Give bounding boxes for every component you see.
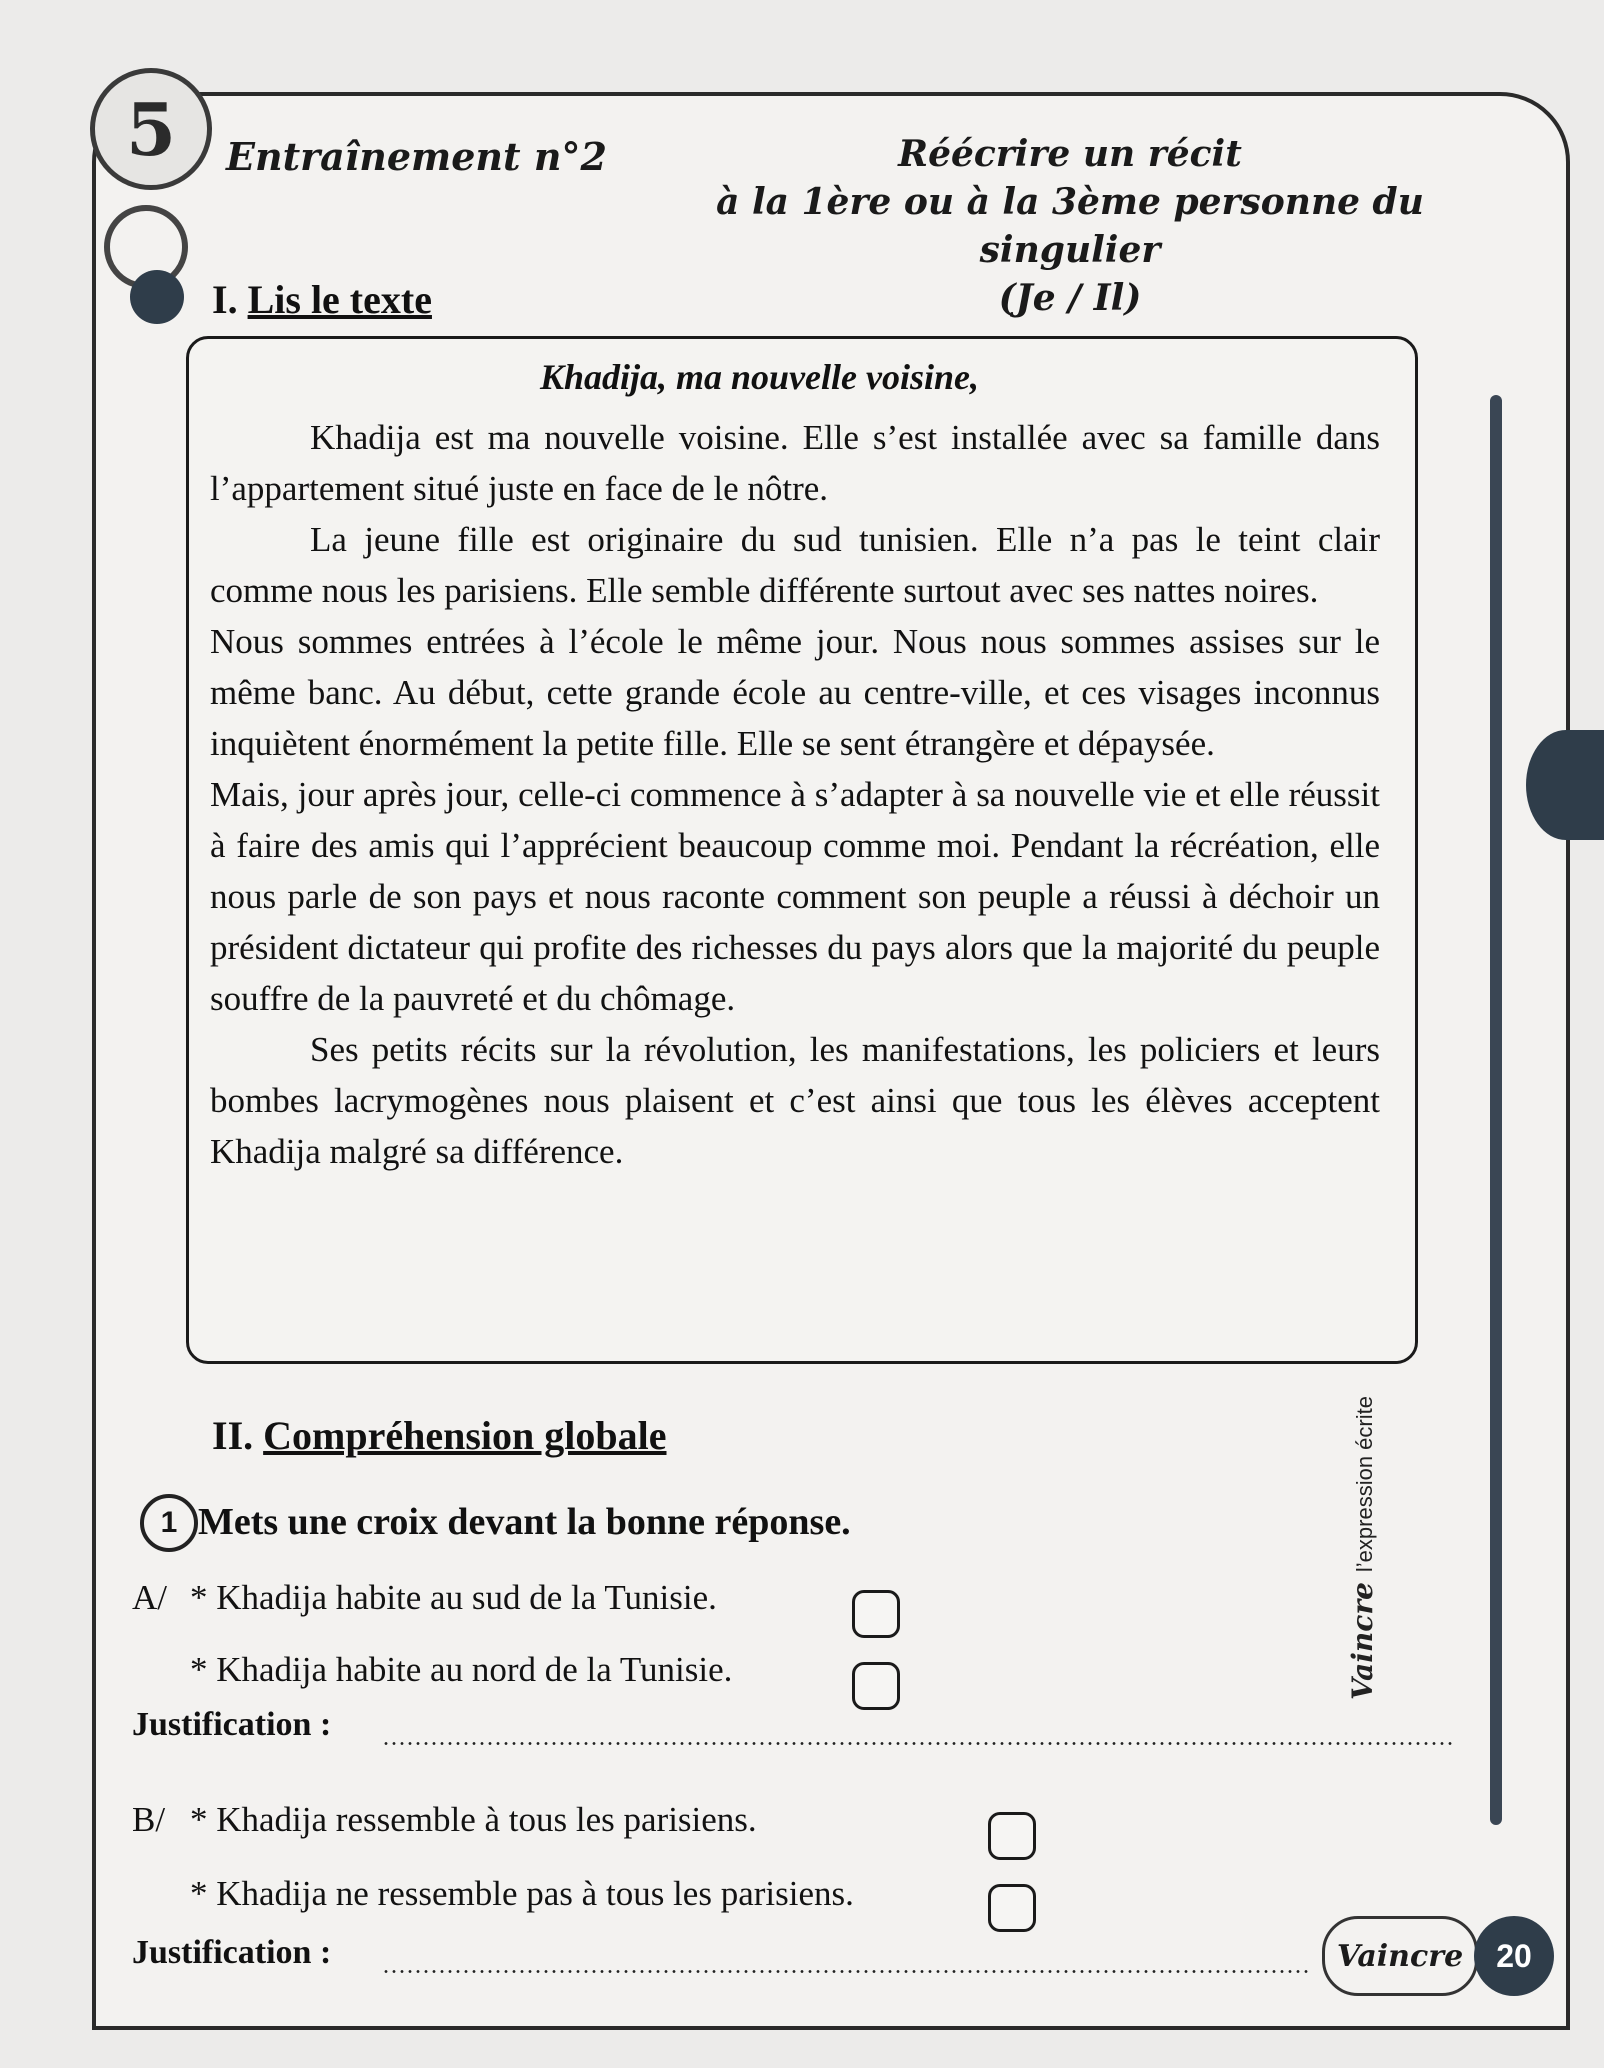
question-part-a-label: A/ [132, 1578, 167, 1617]
paragraph: Ses petits récits sur la révolution, les manifestations, les policiers et leurs bombes lacrymogènes nous plaisent et c’est ainsi que tous les élèves acceptent Khadija malgré sa différence. [210, 1030, 1380, 1171]
section-1-heading [212, 276, 432, 323]
exercise-subtitle [620, 130, 1520, 322]
paragraph: La jeune fille est originaire du sud tunisien. Elle n’a pas le teint clair comme nous les parisiens. Elle semble différente surtout avec ses nattes noires. [210, 520, 1380, 610]
side-tab-marker [1526, 730, 1604, 840]
subtitle-line-3: (Je / Il) [998, 277, 1142, 319]
side-rail [1490, 395, 1502, 1825]
justification-b-answer-line[interactable] [382, 1970, 1312, 1973]
option-a1-text: * Khadija habite au sud de la Tunisie. [190, 1578, 717, 1617]
option-a2-checkbox[interactable] [852, 1662, 900, 1710]
option-b1-text: * Khadija ressemble à tous les parisiens. [190, 1800, 757, 1839]
section-2-heading [212, 1412, 667, 1459]
paragraph: Nous sommes entrées à l’école le même jour. Nous nous sommes assises sur le même banc. Au début, cette grande école au centre-ville, et ces visages inconnus inquiètent énormément la petite fille. Elle se sent étrangère et dépaysée. [210, 622, 1380, 763]
page-number: 20 [1474, 1916, 1554, 1996]
option-a1-checkbox[interactable] [852, 1590, 900, 1638]
reading-text-body [210, 412, 1380, 1177]
section-bullet-icon [130, 270, 184, 324]
side-subtitle: l’expression écrite [1352, 1396, 1377, 1573]
series-logo: 5 [90, 68, 212, 190]
reading-text-title: Khadija, ma nouvelle voisine, [540, 357, 980, 397]
side-brand: Vaincre [1346, 1582, 1379, 1700]
section-2-title: Compréhension globale [263, 1413, 667, 1458]
section-1-title: Lis le texte [247, 277, 432, 322]
section-2-number: II. [212, 1413, 254, 1458]
paragraph: Khadija est ma nouvelle voisine. Elle s’est installée avec sa famille dans l’appartement situé juste en face de le nôtre. [210, 418, 1380, 508]
question-1-text: Mets une croix devant la bonne réponse. [198, 1501, 851, 1543]
option-b2-checkbox[interactable] [988, 1884, 1036, 1932]
option-b1-checkbox[interactable] [988, 1812, 1036, 1860]
justification-a-label: Justification : [132, 1706, 332, 1743]
subtitle-line-1: Réécrire un récit [898, 133, 1242, 175]
option-a2-text: * Khadija habite au nord de la Tunisie. [190, 1650, 733, 1689]
subtitle-line-2: à la 1ère ou à la 3ème personne du singulier [716, 181, 1424, 271]
justification-a-answer-line[interactable] [382, 1742, 1452, 1745]
option-b2-text: * Khadija ne ressemble pas à tous les parisiens. [190, 1874, 854, 1913]
side-brand-label [1346, 1360, 1379, 1700]
footer-brand-logo: Vaincre [1322, 1916, 1478, 1996]
exercise-title: Entraînement n°2 [226, 134, 607, 179]
paragraph: Mais, jour après jour, celle-ci commence à s’adapter à sa nouvelle vie et elle réussit à faire des amis qui l’apprécient beaucoup comme moi. Pendant la récréation, elle nous parle de son pays et nous raconte comment son peuple a réussi à déchoir un président dictateur qui profite des richesses du pays alors que la majorité du peuple souffre de la pauvreté et du chômage. [210, 775, 1380, 1018]
section-1-number: I. [212, 277, 238, 322]
question-part-b-label: B/ [132, 1800, 166, 1839]
question-number-icon: 1 [140, 1494, 198, 1552]
justification-b-label: Justification : [132, 1934, 332, 1971]
